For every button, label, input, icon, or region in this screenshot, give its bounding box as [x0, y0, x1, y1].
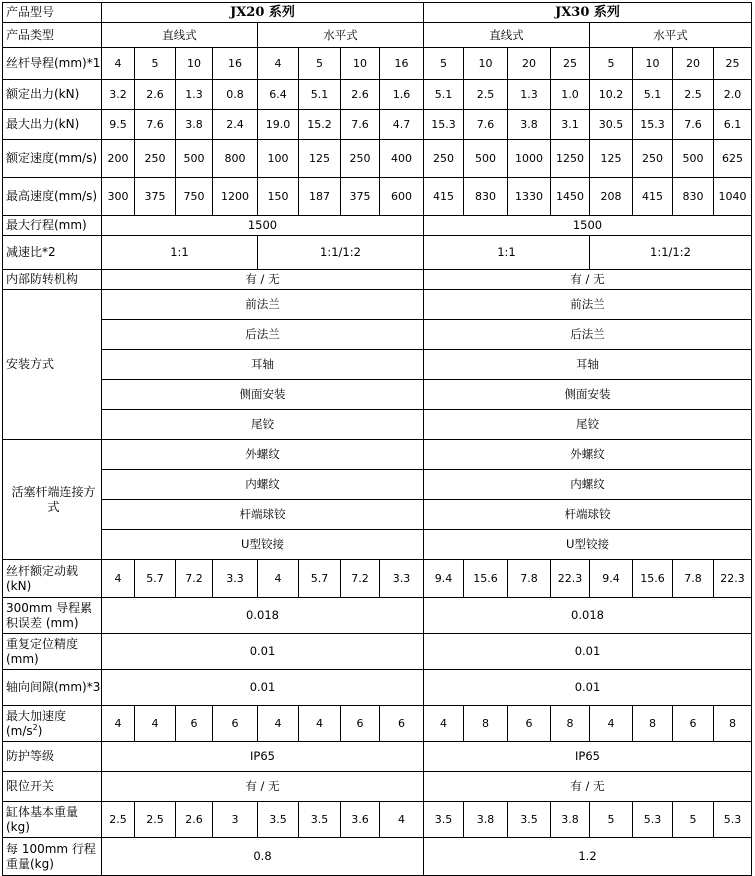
accel-label-unit: (m/s — [6, 723, 33, 738]
value-cell: 3.5 — [299, 802, 341, 838]
mount-option: 侧面安装 — [424, 380, 752, 410]
value-cell: 8 — [633, 706, 673, 742]
rod-option: 杆端球铰 — [102, 500, 424, 530]
value-cell: 375 — [135, 178, 176, 216]
mount-label: 安装方式 — [3, 290, 102, 440]
value-cell: 7.6 — [135, 110, 176, 140]
row-label: 内部防转机构 — [3, 270, 102, 290]
value-cell: 4 — [258, 48, 299, 80]
row-rows2-1 — [3, 598, 752, 634]
mount-row-2 — [3, 350, 752, 380]
value-cell: 1500 — [102, 216, 424, 236]
value-cell: 500 — [673, 140, 714, 178]
value-cell: 2.5 — [673, 80, 714, 110]
row-label: 重复定位精度(mm) — [3, 634, 102, 670]
value-cell: 15.2 — [299, 110, 341, 140]
value-cell: 5 — [673, 802, 714, 838]
value-cell: 250 — [424, 140, 464, 178]
value-cell: 10.2 — [590, 80, 633, 110]
value-cell: 8 — [464, 706, 508, 742]
value-cell: 6 — [341, 706, 380, 742]
value-cell: 1330 — [508, 178, 551, 216]
value-cell: 1000 — [508, 140, 551, 178]
spec-table — [2, 2, 752, 876]
type-cell: 水平式 — [258, 23, 424, 48]
value-cell: 1:1 — [424, 236, 590, 270]
value-cell: 1.3 — [176, 80, 213, 110]
accel-label-close: ) — [37, 723, 43, 738]
value-cell: 7.6 — [673, 110, 714, 140]
value-cell: 4 — [424, 706, 464, 742]
row-label: 额定速度(mm/s) — [3, 140, 102, 178]
rod-row-2 — [3, 500, 752, 530]
type-row — [3, 23, 752, 48]
type-cell: 直线式 — [102, 23, 258, 48]
value-cell: 5.3 — [714, 802, 752, 838]
row-rows2-3 — [3, 670, 752, 706]
value-cell: 0.01 — [424, 634, 752, 670]
value-cell: 6 — [673, 706, 714, 742]
value-cell: 187 — [299, 178, 341, 216]
value-cell: 150 — [258, 178, 299, 216]
mount-option: 侧面安装 — [102, 380, 424, 410]
rod-row-3 — [3, 530, 752, 560]
value-cell: 16 — [380, 48, 424, 80]
value-cell: 1500 — [424, 216, 752, 236]
value-cell: 7.2 — [341, 560, 380, 598]
value-cell: 9.4 — [424, 560, 464, 598]
row-rows3-3 — [3, 838, 752, 876]
value-cell: 2.6 — [341, 80, 380, 110]
value-cell: 3.1 — [551, 110, 590, 140]
row-rows-0 — [3, 48, 752, 80]
value-cell: 3.8 — [464, 802, 508, 838]
value-cell: 250 — [633, 140, 673, 178]
mount-option: 前法兰 — [424, 290, 752, 320]
value-cell: 3.8 — [176, 110, 213, 140]
value-cell: 5.7 — [135, 560, 176, 598]
value-cell: 1.6 — [380, 80, 424, 110]
value-cell: 1.2 — [424, 838, 752, 876]
value-cell: 5 — [424, 48, 464, 80]
value-cell: 25 — [714, 48, 752, 80]
value-cell: 7.2 — [176, 560, 213, 598]
value-cell: 4 — [258, 560, 299, 598]
mount-row-3 — [3, 380, 752, 410]
mount-row-1 — [3, 320, 752, 350]
row-label: 每 100mm 行程重量(kg) — [3, 838, 102, 876]
value-cell: 7.8 — [673, 560, 714, 598]
value-cell: 4 — [299, 706, 341, 742]
value-cell: 1:1 — [102, 236, 258, 270]
value-cell: 4 — [102, 560, 135, 598]
rod-row-1 — [3, 470, 752, 500]
value-cell: 0.01 — [424, 670, 752, 706]
row-label: 减速比*2 — [3, 236, 102, 270]
row-rows-3 — [3, 140, 752, 178]
value-cell: 4 — [380, 802, 424, 838]
value-cell: 1:1/1:2 — [258, 236, 424, 270]
mount-option: 前法兰 — [102, 290, 424, 320]
value-cell: 3.3 — [213, 560, 258, 598]
value-cell: 500 — [176, 140, 213, 178]
value-cell: 0.01 — [102, 634, 424, 670]
row-label: 丝杆额定动载(kN) — [3, 560, 102, 598]
row-rows-2 — [3, 110, 752, 140]
value-cell: 15.3 — [633, 110, 673, 140]
value-cell: 6 — [380, 706, 424, 742]
value-cell: 10 — [176, 48, 213, 80]
row-rows2-2 — [3, 634, 752, 670]
value-cell: 7.6 — [464, 110, 508, 140]
value-cell: IP65 — [424, 742, 752, 772]
series-jx30: JX30 系列 — [424, 3, 752, 23]
row-label: 缸体基本重量(kg) — [3, 802, 102, 838]
rod-option: 内螺纹 — [424, 470, 752, 500]
value-cell: 1250 — [551, 140, 590, 178]
value-cell: 有 / 无 — [424, 772, 752, 802]
accel-label-exp: 2 — [32, 722, 38, 732]
value-cell: 9.5 — [102, 110, 135, 140]
value-cell: 0.8 — [213, 80, 258, 110]
mount-option: 后法兰 — [102, 320, 424, 350]
value-cell: 250 — [135, 140, 176, 178]
row-label: 最高速度(mm/s) — [3, 178, 102, 216]
value-cell: 5 — [590, 802, 633, 838]
value-cell: 4 — [135, 706, 176, 742]
mount-option: 尾铰 — [424, 410, 752, 440]
value-cell: 16 — [213, 48, 258, 80]
row-rows3-0 — [3, 742, 752, 772]
value-cell: 125 — [590, 140, 633, 178]
value-cell: 400 — [380, 140, 424, 178]
value-cell: 2.5 — [464, 80, 508, 110]
value-cell: 3.5 — [508, 802, 551, 838]
value-cell: 0.018 — [102, 598, 424, 634]
value-cell: 4.7 — [380, 110, 424, 140]
value-cell: 20 — [508, 48, 551, 80]
value-cell: 有 / 无 — [102, 772, 424, 802]
type-label: 产品类型 — [3, 23, 102, 48]
value-cell: 有 / 无 — [424, 270, 752, 290]
accel-label-main: 最大加速度 — [6, 708, 67, 723]
row-rows-1 — [3, 80, 752, 110]
row-rows-6 — [3, 236, 752, 270]
row-rows-5 — [3, 216, 752, 236]
value-cell: 4 — [258, 706, 299, 742]
row-rows3-1 — [3, 772, 752, 802]
row-rows2-0 — [3, 560, 752, 598]
value-cell: 2.6 — [135, 80, 176, 110]
rod-option: U型铰接 — [102, 530, 424, 560]
value-cell: 15.6 — [633, 560, 673, 598]
mount-option: 尾铰 — [102, 410, 424, 440]
value-cell: 6 — [213, 706, 258, 742]
value-cell: 4 — [102, 706, 135, 742]
value-cell: 10 — [464, 48, 508, 80]
mount-option: 后法兰 — [424, 320, 752, 350]
value-cell: 3.8 — [508, 110, 551, 140]
mount-option: 耳轴 — [424, 350, 752, 380]
value-cell: 500 — [464, 140, 508, 178]
value-cell: 15.6 — [464, 560, 508, 598]
value-cell: 3.6 — [341, 802, 380, 838]
value-cell: 5 — [299, 48, 341, 80]
rod-option: 杆端球铰 — [424, 500, 752, 530]
value-cell: 19.0 — [258, 110, 299, 140]
row-label: 轴向间隙(mm)*3 — [3, 670, 102, 706]
value-cell: 6 — [176, 706, 213, 742]
mount-option: 耳轴 — [102, 350, 424, 380]
value-cell: 1:1/1:2 — [590, 236, 752, 270]
value-cell: 3.5 — [424, 802, 464, 838]
value-cell: 10 — [341, 48, 380, 80]
type-cell: 直线式 — [424, 23, 590, 48]
value-cell: 0.8 — [102, 838, 424, 876]
row-label: 限位开关 — [3, 772, 102, 802]
row-rows-7 — [3, 270, 752, 290]
value-cell: 100 — [258, 140, 299, 178]
value-cell: 22.3 — [714, 560, 752, 598]
value-cell: 0.01 — [102, 670, 424, 706]
type-cell: 水平式 — [590, 23, 752, 48]
value-cell: 0.018 — [424, 598, 752, 634]
mount-row-4 — [3, 410, 752, 440]
value-cell: 15.3 — [424, 110, 464, 140]
value-cell: 5.1 — [299, 80, 341, 110]
header-row — [3, 3, 752, 23]
value-cell: 6.1 — [714, 110, 752, 140]
value-cell: 5.3 — [633, 802, 673, 838]
value-cell: 2.0 — [714, 80, 752, 110]
row-label: 额定出力(kN) — [3, 80, 102, 110]
value-cell: 1.0 — [551, 80, 590, 110]
rod-option: 内螺纹 — [102, 470, 424, 500]
value-cell: 415 — [633, 178, 673, 216]
row-label: 最大行程(mm) — [3, 216, 102, 236]
value-cell: 5.1 — [633, 80, 673, 110]
value-cell: 10 — [633, 48, 673, 80]
value-cell: 208 — [590, 178, 633, 216]
row-label: 防护等级 — [3, 742, 102, 772]
rod-option: 外螺纹 — [102, 440, 424, 470]
value-cell: 7.6 — [341, 110, 380, 140]
value-cell: 200 — [102, 140, 135, 178]
value-cell: 2.4 — [213, 110, 258, 140]
value-cell: 5 — [590, 48, 633, 80]
value-cell: 6 — [508, 706, 551, 742]
row-rows-4 — [3, 178, 752, 216]
rod-row-0 — [3, 440, 752, 470]
value-cell: 600 — [380, 178, 424, 216]
value-cell: 22.3 — [551, 560, 590, 598]
accel-label — [3, 706, 102, 742]
value-cell: 有 / 无 — [102, 270, 424, 290]
value-cell: 750 — [176, 178, 213, 216]
value-cell: 2.6 — [176, 802, 213, 838]
value-cell: 1200 — [213, 178, 258, 216]
value-cell: 2.5 — [102, 802, 135, 838]
row-label: 最大出力(kN) — [3, 110, 102, 140]
value-cell: 1040 — [714, 178, 752, 216]
value-cell: 30.5 — [590, 110, 633, 140]
row-label: 丝杆导程(mm)*1 — [3, 48, 102, 80]
value-cell: 5.7 — [299, 560, 341, 598]
value-cell: 4 — [102, 48, 135, 80]
value-cell: 3.5 — [258, 802, 299, 838]
value-cell: 250 — [341, 140, 380, 178]
mount-row-0 — [3, 290, 752, 320]
value-cell: 800 — [213, 140, 258, 178]
value-cell: 1.3 — [508, 80, 551, 110]
value-cell: 300 — [102, 178, 135, 216]
rod-option: U型铰接 — [424, 530, 752, 560]
accel-row — [3, 706, 752, 742]
value-cell: 375 — [341, 178, 380, 216]
value-cell: 2.5 — [135, 802, 176, 838]
row-label: 300mm 导程累积误差 (mm) — [3, 598, 102, 634]
header-label: 产品型号 — [3, 3, 102, 23]
value-cell: 830 — [464, 178, 508, 216]
value-cell: 6.4 — [258, 80, 299, 110]
value-cell: 3 — [213, 802, 258, 838]
value-cell: 125 — [299, 140, 341, 178]
value-cell: 8 — [551, 706, 590, 742]
value-cell: 3.3 — [380, 560, 424, 598]
value-cell: IP65 — [102, 742, 424, 772]
value-cell: 25 — [551, 48, 590, 80]
row-rows3-2 — [3, 802, 752, 838]
value-cell: 4 — [590, 706, 633, 742]
value-cell: 625 — [714, 140, 752, 178]
value-cell: 8 — [714, 706, 752, 742]
value-cell: 3.2 — [102, 80, 135, 110]
value-cell: 415 — [424, 178, 464, 216]
series-jx20: JX20 系列 — [102, 3, 424, 23]
value-cell: 20 — [673, 48, 714, 80]
value-cell: 1450 — [551, 178, 590, 216]
value-cell: 830 — [673, 178, 714, 216]
rod-label: 活塞杆端连接方式 — [3, 440, 102, 560]
rod-option: 外螺纹 — [424, 440, 752, 470]
value-cell: 9.4 — [590, 560, 633, 598]
value-cell: 5 — [135, 48, 176, 80]
value-cell: 3.8 — [551, 802, 590, 838]
value-cell: 5.1 — [424, 80, 464, 110]
value-cell: 7.8 — [508, 560, 551, 598]
